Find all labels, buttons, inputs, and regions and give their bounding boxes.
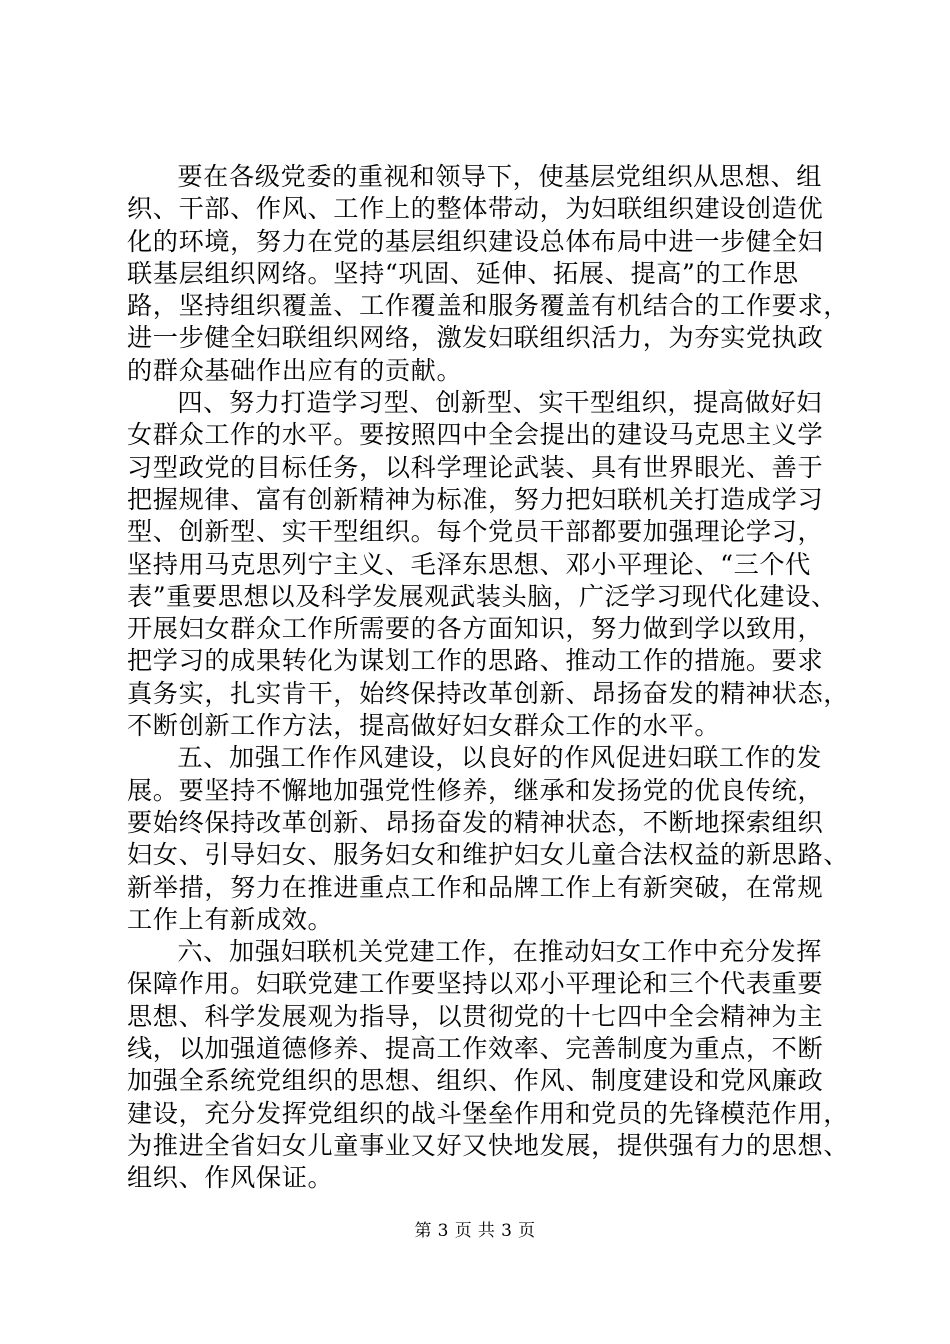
text-line: 习型政党的目标任务，以科学理论武装、具有世界眼光、善于 — [127, 452, 824, 482]
page-number-label: 第 3 页 共 3 页 — [414, 1221, 536, 1241]
text-line: 组织、作风保证。 — [127, 1163, 334, 1193]
page-footer — [0, 1216, 950, 1241]
text-line: 建设，充分发挥党组织的战斗堡垒作用和党员的先锋模范作用， — [127, 1098, 850, 1128]
text-line: 要在各级党委的重视和领导下，使基层党组织从思想、组 — [177, 162, 823, 191]
text-line: 要始终保持改革创新、昂扬奋发的精神状态，不断地探索组织 — [127, 807, 824, 837]
text-line: 不断创新工作方法，提高做好妇女群众工作的水平。 — [127, 711, 721, 741]
text-line: 女群众工作的水平。要按照四中全会提出的建设马克思主义学 — [127, 420, 824, 450]
text-line: 型、创新型、实干型组织。每个党员干部都要加强理论学习， — [127, 517, 824, 547]
text-line: 织、干部、作风、工作上的整体带动，为妇联组织建设创造优 — [127, 194, 824, 224]
text-line: 坚持用马克思列宁主义、毛泽东思想、邓小平理论、“三个代 — [127, 549, 811, 579]
paragraph — [127, 387, 850, 742]
text-line: 联基层组织网络。坚持“巩固、延伸、拓展、提高”的工作思 — [127, 258, 799, 288]
text-line: 加强全系统党组织的思想、组织、作风、制度建设和党风廉政 — [127, 1066, 824, 1096]
paragraph — [127, 742, 850, 936]
paragraph — [127, 161, 850, 387]
paragraph — [127, 936, 850, 1194]
text-line: 展。要坚持不懈地加强党性修养，继承和发扬党的优良传统， — [127, 775, 824, 805]
text-line: 四、努力打造学习型、创新型、实干型组织，提高做好妇 — [177, 388, 823, 418]
text-line: 把握规律、富有创新精神为标准，努力把妇联机关打造成学习 — [127, 484, 824, 514]
text-line: 化的环境，努力在党的基层组织建设总体布局中进一步健全妇 — [127, 226, 824, 256]
text-line: 把学习的成果转化为谋划工作的思路、推动工作的措施。要求 — [127, 646, 824, 676]
text-line: 进一步健全妇联组织网络，激发妇联组织活力，为夯实党执政 — [127, 323, 824, 353]
text-line: 线，以加强道德修养、提高工作效率、完善制度为重点，不断 — [127, 1034, 824, 1064]
text-line: 的群众基础作出应有的贡献。 — [127, 355, 463, 385]
text-line: 妇女、引导妇女、服务妇女和维护妇女儿童合法权益的新思路、 — [127, 840, 850, 870]
text-line: 六、加强妇联机关党建工作，在推动妇女工作中充分发挥 — [177, 937, 823, 967]
text-line: 思想、科学发展观为指导，以贯彻党的十七四中全会精神为主 — [127, 1001, 824, 1031]
text-line: 五、加强工作作风建设，以良好的作风促进妇联工作的发 — [177, 743, 823, 773]
text-line: 新举措，努力在推进重点工作和品牌工作上有新突破，在常规 — [127, 872, 824, 902]
text-line: 为推进全省妇女儿童事业又好又快地发展，提供强有力的思想、 — [127, 1130, 850, 1160]
text-line: 保障作用。妇联党建工作要坚持以邓小平理论和三个代表重要 — [127, 969, 824, 999]
text-line: 开展妇女群众工作所需要的各方面知识，努力做到学以致用， — [127, 614, 824, 644]
text-line: 真务实，扎实肯干，始终保持改革创新、昂扬奋发的精神状态， — [127, 678, 850, 708]
text-line: 路，坚持组织覆盖、工作覆盖和服务覆盖有机结合的工作要求， — [127, 291, 850, 321]
document-body — [127, 161, 850, 1195]
text-line: 表”重要思想以及科学发展观武装头脑，广泛学习现代化建设、 — [127, 581, 837, 611]
text-line: 工作上有新成效。 — [127, 904, 334, 934]
